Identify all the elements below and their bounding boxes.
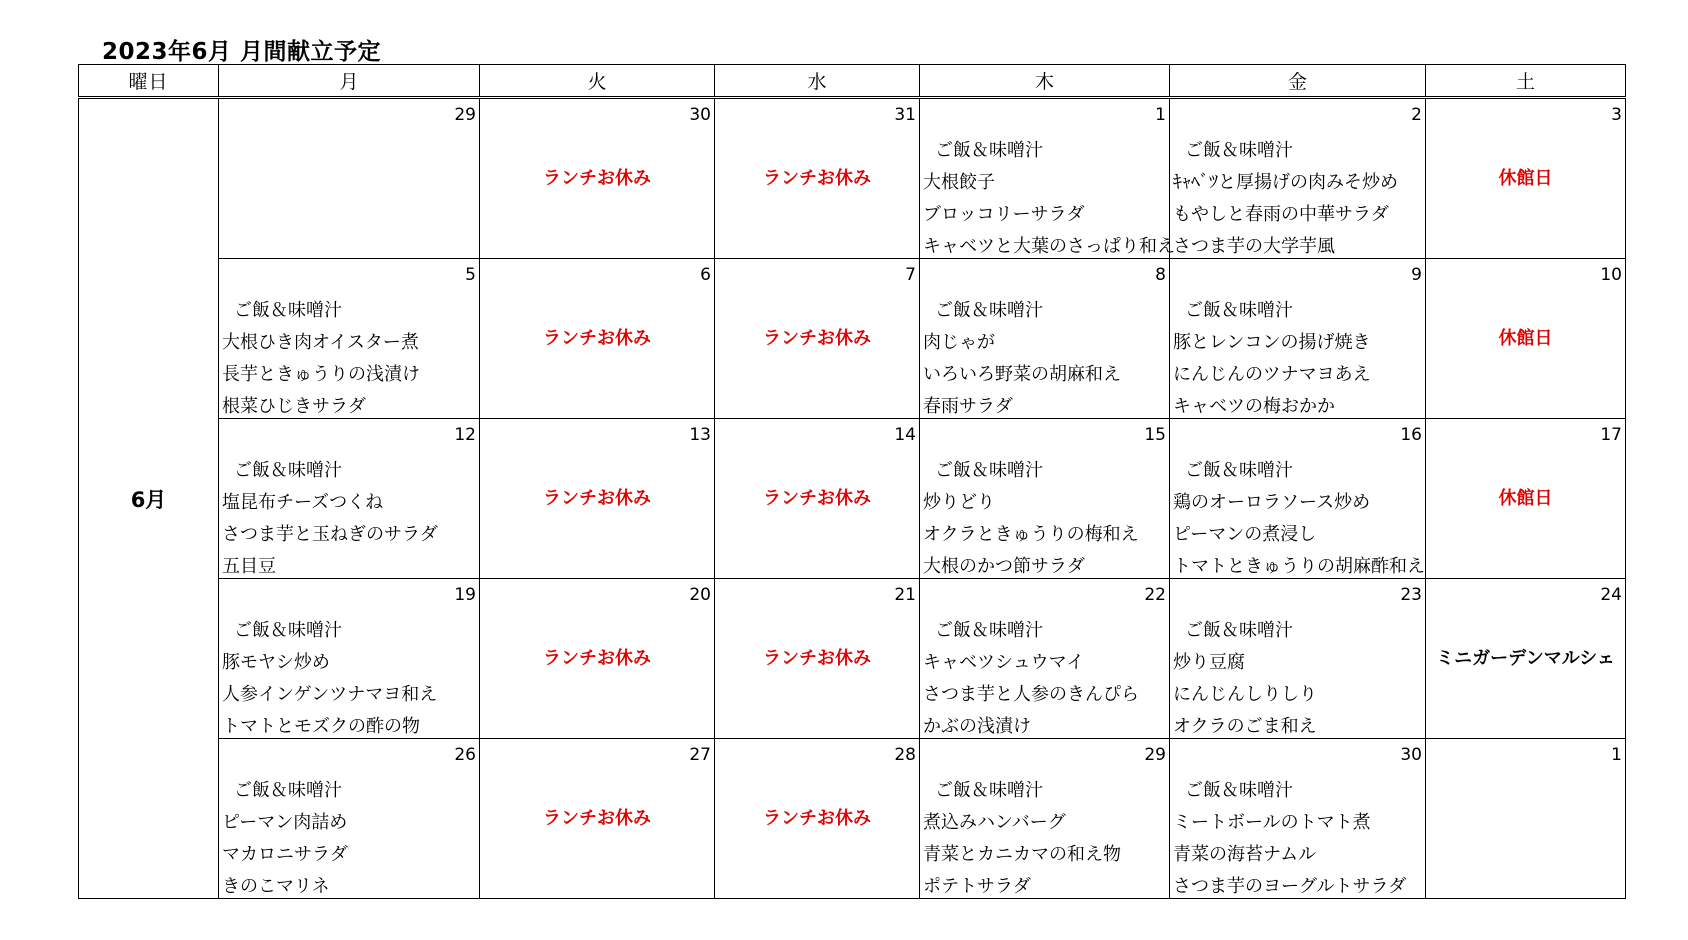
day-cell-tuesday <box>480 259 715 419</box>
day-number: 9 <box>1411 265 1422 285</box>
menu-item: 煮込みハンバーグ <box>923 812 1066 833</box>
menu-item: いろいろ野菜の胡麻和え <box>923 364 1121 385</box>
menu-item: 大根ひき肉オイスター煮 <box>222 332 419 353</box>
day-cell-wednesday <box>715 98 920 259</box>
closed-notice: ランチお休み <box>543 328 651 349</box>
day-cell-wednesday <box>715 579 920 739</box>
day-cell-monday <box>219 98 480 259</box>
day-number: 31 <box>894 105 916 125</box>
day-cell-thursday <box>920 739 1170 899</box>
menu-item: 大根餃子 <box>923 172 995 193</box>
day-number: 28 <box>894 745 916 765</box>
menu-item: ご飯＆味噌汁 <box>234 300 342 321</box>
day-cell-saturday <box>1426 579 1626 739</box>
day-cell-tuesday <box>480 579 715 739</box>
menu-list <box>222 295 479 423</box>
day-cell-friday <box>1170 739 1426 899</box>
menu-item: 人参インゲンツナマヨ和え <box>222 684 438 705</box>
header-saturday: 土 <box>1426 65 1626 98</box>
day-number: 10 <box>1600 265 1622 285</box>
menu-list <box>923 615 1169 743</box>
menu-item: きのこマリネ <box>222 876 330 897</box>
menu-item: 鶏のオーロラソース炒め <box>1173 492 1371 513</box>
menu-item: 炒りどり <box>923 492 995 513</box>
week-row <box>79 579 1626 739</box>
menu-item: オクラのごま和え <box>1173 716 1317 737</box>
menu-item: 豚とレンコンの揚げ焼き <box>1173 332 1371 353</box>
menu-item: 春雨サラダ <box>923 396 1013 417</box>
week-row <box>79 259 1626 419</box>
day-cell-friday <box>1170 579 1426 739</box>
day-cell-thursday <box>920 579 1170 739</box>
day-number: 2 <box>1411 105 1422 125</box>
menu-item: さつま芋と人参のきんぴら <box>923 684 1139 705</box>
day-number: 3 <box>1611 105 1622 125</box>
menu-item: ご飯＆味噌汁 <box>935 620 1043 641</box>
menu-item: 根菜ひじきサラダ <box>222 396 366 417</box>
closed-notice: ランチお休み <box>763 648 871 669</box>
day-number: 17 <box>1600 425 1622 445</box>
closed-notice: ランチお休み <box>543 168 651 189</box>
closed-notice: 休館日 <box>1498 488 1553 509</box>
menu-calendar <box>78 64 1626 899</box>
menu-item: ご飯＆味噌汁 <box>1185 780 1293 801</box>
closed-notice: ランチお休み <box>763 168 871 189</box>
day-number: 21 <box>894 585 916 605</box>
menu-list <box>923 455 1169 583</box>
day-number: 12 <box>454 425 476 445</box>
menu-item: ご飯＆味噌汁 <box>935 780 1043 801</box>
month-label: 6月 <box>79 98 219 899</box>
menu-item: ｷｬﾍﾞﾂと厚揚げの肉みそ炒め <box>1173 172 1398 193</box>
day-cell-monday <box>219 739 480 899</box>
day-number: 24 <box>1600 585 1622 605</box>
header-wednesday: 水 <box>715 65 920 98</box>
day-cell-tuesday <box>480 419 715 579</box>
day-number: 15 <box>1144 425 1166 445</box>
menu-item: もやしと春雨の中華サラダ <box>1173 204 1389 225</box>
day-cell-monday <box>219 259 480 419</box>
day-number: 22 <box>1144 585 1166 605</box>
menu-item: ご飯＆味噌汁 <box>234 620 342 641</box>
day-number: 1 <box>1611 745 1622 765</box>
closed-notice: ランチお休み <box>763 328 871 349</box>
menu-list <box>923 295 1169 423</box>
day-number: 30 <box>1400 745 1422 765</box>
menu-item: ご飯＆味噌汁 <box>234 460 342 481</box>
menu-item: キャベツの梅おかか <box>1173 396 1335 417</box>
page-title: 2023年6月 月間献立予定 <box>102 39 382 65</box>
day-number: 6 <box>700 265 711 285</box>
menu-item: さつま芋の大学芋風 <box>1173 236 1335 257</box>
menu-item: 青菜の海苔ナムル <box>1173 844 1317 865</box>
menu-item: にんじんのツナマヨあえ <box>1173 364 1371 385</box>
closed-notice: ランチお休み <box>763 488 871 509</box>
header-thursday: 木 <box>920 65 1170 98</box>
menu-list <box>1173 775 1425 903</box>
week-row <box>79 739 1626 899</box>
menu-item: ポテトサラダ <box>923 876 1031 897</box>
menu-item: ご飯＆味噌汁 <box>1185 620 1293 641</box>
day-cell-tuesday <box>480 98 715 259</box>
day-cell-tuesday <box>480 739 715 899</box>
menu-list <box>1173 135 1425 263</box>
menu-item: 長芋ときゅうりの浅漬け <box>222 364 420 385</box>
menu-item: ご飯＆味噌汁 <box>935 140 1043 161</box>
day-number: 23 <box>1400 585 1422 605</box>
header-friday: 金 <box>1170 65 1426 98</box>
day-number: 8 <box>1155 265 1166 285</box>
menu-item: マカロニサラダ <box>222 844 348 865</box>
day-cell-thursday <box>920 419 1170 579</box>
day-cell-wednesday <box>715 419 920 579</box>
menu-item: トマトときゅうりの胡麻酢和え <box>1173 556 1425 577</box>
day-number: 5 <box>465 265 476 285</box>
week-row <box>79 98 1626 259</box>
header-tuesday: 火 <box>480 65 715 98</box>
day-cell-monday <box>219 579 480 739</box>
menu-item: ご飯＆味噌汁 <box>1185 140 1293 161</box>
menu-item: キャベツシュウマイ <box>923 652 1085 673</box>
menu-item: ご飯＆味噌汁 <box>935 460 1043 481</box>
menu-item: かぶの浅漬け <box>923 716 1031 737</box>
day-cell-friday <box>1170 259 1426 419</box>
day-number: 19 <box>454 585 476 605</box>
header-monday: 月 <box>219 65 480 98</box>
day-number: 14 <box>894 425 916 445</box>
menu-list <box>222 455 479 583</box>
menu-item: ピーマンの煮浸し <box>1173 524 1317 545</box>
closed-notice: ランチお休み <box>543 808 651 829</box>
day-cell-saturday <box>1426 98 1626 259</box>
menu-item: ピーマン肉詰め <box>222 812 348 833</box>
menu-item: ご飯＆味噌汁 <box>935 300 1043 321</box>
closed-notice: ランチお休み <box>763 808 871 829</box>
menu-item: 青菜とカニカマの和え物 <box>923 844 1121 865</box>
menu-item: トマトとモズクの酢の物 <box>222 716 420 737</box>
day-cell-thursday <box>920 98 1175 259</box>
menu-list <box>1173 295 1425 423</box>
day-number: 27 <box>689 745 711 765</box>
closed-notice: ランチお休み <box>543 648 651 669</box>
menu-list <box>222 775 479 903</box>
day-number: 30 <box>689 105 711 125</box>
menu-list <box>1173 615 1425 743</box>
weekday-header-row <box>79 65 1626 98</box>
menu-item: さつま芋のヨーグルトサラダ <box>1173 876 1407 897</box>
menu-list <box>1173 455 1425 583</box>
menu-item: キャベツと大葉のさっぱり和え <box>923 236 1175 257</box>
day-number: 7 <box>905 265 916 285</box>
day-cell-saturday <box>1426 739 1626 899</box>
menu-item: ミートボールのトマト煮 <box>1173 812 1371 833</box>
menu-item: 炒り豆腐 <box>1173 652 1245 673</box>
header-youbi: 曜日 <box>79 65 219 98</box>
event-label: ミニガーデンマルシェ <box>1436 648 1615 669</box>
day-number: 1 <box>1155 105 1166 125</box>
day-cell-friday <box>1170 98 1426 259</box>
menu-item: ご飯＆味噌汁 <box>1185 300 1293 321</box>
day-cell-wednesday <box>715 739 920 899</box>
day-cell-saturday <box>1426 259 1626 419</box>
day-number: 26 <box>454 745 476 765</box>
day-number: 29 <box>1144 745 1166 765</box>
day-number: 16 <box>1400 425 1422 445</box>
closed-notice: 休館日 <box>1498 168 1553 189</box>
menu-item: ご飯＆味噌汁 <box>1185 460 1293 481</box>
menu-item: 肉じゃが <box>923 332 995 353</box>
menu-item: 五目豆 <box>222 556 276 577</box>
day-cell-friday <box>1170 419 1426 579</box>
day-cell-wednesday <box>715 259 920 419</box>
menu-item: 塩昆布チーズつくね <box>222 492 384 513</box>
menu-item: にんじんしりしり <box>1173 684 1317 705</box>
day-number: 20 <box>689 585 711 605</box>
day-cell-saturday <box>1426 419 1626 579</box>
menu-list <box>222 615 479 743</box>
day-number: 29 <box>454 105 476 125</box>
menu-item: オクラときゅうりの梅和え <box>923 524 1139 545</box>
menu-list <box>923 775 1169 903</box>
closed-notice: ランチお休み <box>543 488 651 509</box>
menu-item: さつま芋と玉ねぎのサラダ <box>222 524 438 545</box>
closed-notice: 休館日 <box>1498 328 1553 349</box>
day-number: 13 <box>689 425 711 445</box>
day-cell-thursday <box>920 259 1170 419</box>
menu-item: ブロッコリーサラダ <box>923 204 1085 225</box>
menu-item: ご飯＆味噌汁 <box>234 780 342 801</box>
menu-item: 大根のかつ節サラダ <box>923 556 1085 577</box>
day-cell-monday <box>219 419 480 579</box>
week-row <box>79 419 1626 579</box>
menu-list <box>923 135 1175 263</box>
menu-item: 豚モヤシ炒め <box>222 652 330 673</box>
